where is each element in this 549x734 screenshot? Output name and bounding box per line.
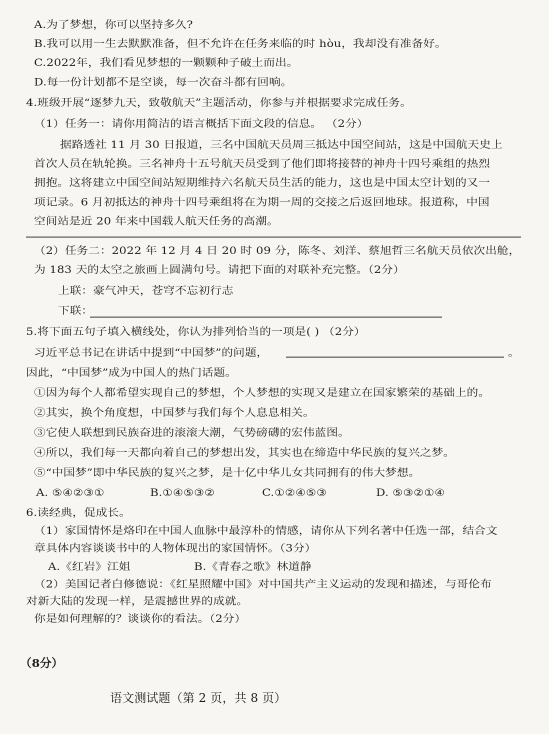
question-7-score: （8分） [20, 656, 64, 670]
passage-line: 首次人员在轨轮换。三名神舟十五号航天员受到了他们即将接替的神舟十四号乘组的热烈 [34, 157, 491, 170]
couplet-upper: 上联：豪气冲天，苍穹不忘初行志 [58, 284, 234, 297]
question-4-task1: （1）任务一：请你用简洁的语言概括下面文段的信息。 （2分） [34, 117, 369, 130]
sentence-5: ⑤“中国梦”即中华民族的复兴之梦，是十亿中华儿女共同拥有的伟大梦想。 [34, 466, 421, 479]
question-5-line2: 因此，“中国梦”成为中国人的热门话题。 [26, 366, 237, 379]
fill-blank-line[interactable] [286, 357, 504, 358]
sentence-1: ①因为每个人都希望实现自己的梦想，个人梦想的实现又是建立在国家繁荣的基础上的。 [34, 386, 491, 399]
choice-a: A. ⑤④②③① [36, 486, 105, 499]
option-a: A.为了梦想，你可以坚持多久? [34, 18, 193, 31]
choice-c: C.①②④⑤③ [262, 486, 327, 499]
couplet-lower-label: 下联： [58, 304, 94, 317]
passage-line: 拥抱。这将建立中国空间站短期维持六名航天员生活的能力，这也是中国太空计划的又一 [34, 176, 491, 189]
question-6-part2-line3: 你是如何理解的？谈谈你的看法。（2分） [34, 612, 247, 625]
question-4-task2-line1: （2）任务二：2022 年 12 月 4 日 20 时 09 分，陈冬、刘洋、蔡旭哲三名航天员依次出舱， [34, 244, 521, 257]
couplet-answer-line[interactable] [90, 317, 442, 318]
classic-choice-a: A.《红岩》江姐 [48, 560, 131, 573]
page-footer: 语文测试题（第 2 页，共 8 页） [110, 691, 287, 705]
sentence-4: ④所以，我们每一天都向着自己的梦想出发，其实也在缔造中华民族的复兴之梦。 [34, 446, 455, 459]
classic-choice-b: B.《青春之歌》林道静 [194, 560, 312, 573]
question-6-part2-line2: 对新大陆的发现一样，是震撼世界的成就。 [26, 595, 249, 608]
question-5-line1-end: 。 [508, 346, 520, 359]
choice-d: D. ⑤③②①④ [376, 486, 446, 499]
passage-line: 据路透社 11 月 30 日报道，三名中国航天员周三抵达中国空间站，这是中国航天史上 [60, 138, 503, 151]
choice-b: B.①④⑤③② [150, 486, 215, 499]
question-6-stem: 6.读经典，促成长。 [26, 506, 131, 519]
sentence-3: ③它使人联想到民族奋进的滚滚大潮，气势磅礴的宏伟蓝图。 [34, 426, 350, 439]
option-b: B.我可以用一生去默默准备，但不允许在任务来临的时 hòu，我却没有准备好。 [34, 37, 447, 50]
passage-line: 项记录。6 月初抵达的神舟十四号乘组将在为期一周的交接之后返回地球。报道称，中国 [34, 195, 490, 208]
option-c: C.2022年，我们看见梦想的一颗颗种子破土而出。 [34, 56, 299, 69]
sentence-2: ②其实，换个角度想，中国梦与我们每个人息息相关。 [34, 406, 315, 419]
answer-line-task1[interactable] [26, 237, 521, 238]
question-4-task2-line2: 为 183 天的太空之旅画上圆满句号。请把下面的对联补充完整。（2分） [34, 263, 405, 276]
question-6-part2-line1: （2）美国记者白修德说：《红星照耀中国》对中国共产主义运动的发现和描述，与哥伦布 [34, 577, 492, 590]
question-6-part1-line1: （1）家国情怀是烙印在中国人血脉中最淳朴的情感，请你从下列名著中任选一部，结合文 [34, 524, 498, 537]
question-4-stem: 4.班级开展“逐梦九天，致敬航天”主题活动，你参与并根据要求完成任务。 [26, 96, 412, 109]
question-6-part1-line2: 章具体内容谈谈书中的人物体现出的家国情怀。（3分） [34, 542, 317, 555]
question-5-line1: 习近平总书记在讲话中提到“中国梦”的问题， [34, 346, 269, 359]
passage-line: 空间站是近 20 年来中国载人航天任务的高潮。 [34, 214, 279, 228]
question-5-stem: 5.将下面五句子填入横线处，你认为排列恰当的一项是( ) （2分） [26, 325, 366, 338]
option-d: D.每一份计划都不是空谈，每一次奋斗都有回响。 [34, 75, 293, 88]
